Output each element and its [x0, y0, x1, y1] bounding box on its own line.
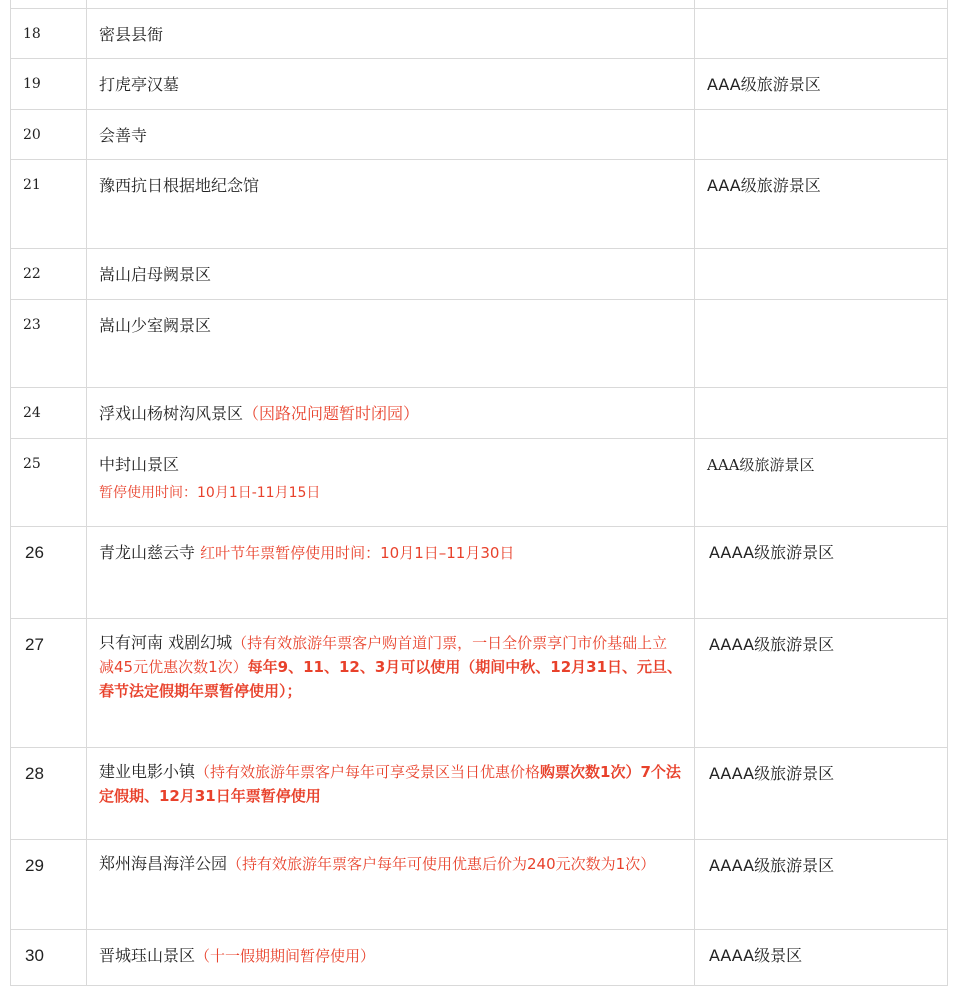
spot-name-text: 晋城珏山景区: [99, 946, 196, 965]
spot-note: （十一假期期间暂停使用）: [195, 947, 376, 965]
spot-name-text: 只有河南 戏剧幻城: [99, 633, 233, 652]
spot-name: [87, 59, 695, 110]
spot-level: AAAA级旅游景区: [695, 527, 948, 619]
table-row: [11, 300, 948, 388]
spot-note: 暂停使用时间：10月1日-11月15日: [99, 485, 321, 501]
table-row: [11, 748, 948, 840]
spot-note: （持有效旅游年票客户每年可享受景区当日优惠价格: [195, 763, 541, 781]
table-row: [11, 619, 948, 748]
spot-name-text: 打虎亭汉墓: [99, 75, 180, 94]
table-row: [11, 527, 948, 619]
spot-name-text: 密县县衙: [99, 25, 164, 44]
row-number: 25: [11, 439, 87, 527]
table-row: [11, 439, 948, 527]
spot-note: 红叶节年票暂停使用时间：10月1日–11月30日: [200, 544, 515, 562]
table-row: [11, 930, 948, 986]
table-row: [11, 840, 948, 930]
row-number: 30: [11, 930, 87, 986]
spot-level: [695, 249, 948, 300]
row-number: 18: [11, 9, 87, 59]
spot-level: AAA级旅游景区: [695, 439, 948, 527]
spot-level: [695, 110, 948, 160]
spot-name-text: 嵩山启母阙景区: [99, 265, 212, 284]
spot-name-text: 中封山景区: [99, 455, 180, 474]
spot-name-text: 青龙山慈云寺: [99, 543, 196, 562]
spot-note: （持有效旅游年票客户购首道门票，一日全价票享门市价基础上立减45元优惠次数1次）: [99, 634, 668, 676]
spot-note-bold: 每年9、11、12、3月可以使用（期间中秋、12月31日、元旦、春节法定假期年票暂停使用）；: [99, 658, 683, 700]
spot-name-text: 嵩山少室阙景区: [99, 316, 212, 335]
row-number: 23: [11, 300, 87, 388]
row-number: 28: [11, 748, 87, 840]
row-number: 22: [11, 249, 87, 300]
row-number: 20: [11, 110, 87, 160]
spot-name-text: 建业电影小镇: [99, 762, 196, 781]
spot-name: [87, 110, 695, 160]
spot-level: AAAA级旅游景区: [695, 619, 948, 748]
table-row: [11, 110, 948, 160]
spot-note-bold: 购票次数1次）7个法定假期、12月31日年票暂停使用: [99, 763, 681, 805]
spot-name: [87, 619, 695, 748]
table-row: [11, 59, 948, 110]
spot-level: AAAA级旅游景区: [695, 840, 948, 930]
spot-name-text: 浮戏山杨树沟风景区: [99, 404, 244, 423]
spot-level: AAA级旅游景区: [695, 59, 948, 110]
spot-name: [87, 840, 695, 930]
spot-name-text: 郑州海昌海洋公园: [99, 854, 228, 873]
spot-name: [87, 439, 695, 527]
table-row: [11, 160, 948, 249]
spot-level: [695, 9, 948, 59]
table-row: [11, 9, 948, 59]
table-row: [11, 0, 948, 9]
scenic-spots-table: [10, 0, 948, 986]
spot-level: AAA级旅游景区: [695, 160, 948, 249]
spot-name-text: 豫西抗日根据地纪念馆: [99, 176, 260, 195]
table-row: [11, 249, 948, 300]
spot-name: [87, 388, 695, 439]
row-number: 26: [11, 527, 87, 619]
spot-name: [87, 930, 695, 986]
spot-name: [87, 249, 695, 300]
spot-name: [87, 527, 695, 619]
row-number: 29: [11, 840, 87, 930]
spot-name: [87, 748, 695, 840]
row-number: 27: [11, 619, 87, 748]
spot-level: AAAA级景区: [695, 930, 948, 986]
row-number: 21: [11, 160, 87, 249]
spot-name-text: 会善寺: [99, 126, 148, 145]
spot-note: （持有效旅游年票客户每年可使用优惠后价为240元次数为1次）: [227, 855, 656, 873]
spot-name: [87, 300, 695, 388]
row-number: 19: [11, 59, 87, 110]
spot-note: （因路况问题暂时闭园）: [243, 404, 420, 423]
spot-name: [87, 9, 695, 59]
table-row: [11, 388, 948, 439]
spot-level: AAAA级旅游景区: [695, 748, 948, 840]
row-number: 24: [11, 388, 87, 439]
spot-level: [695, 388, 948, 439]
spot-name: [87, 160, 695, 249]
spot-level: [695, 300, 948, 388]
